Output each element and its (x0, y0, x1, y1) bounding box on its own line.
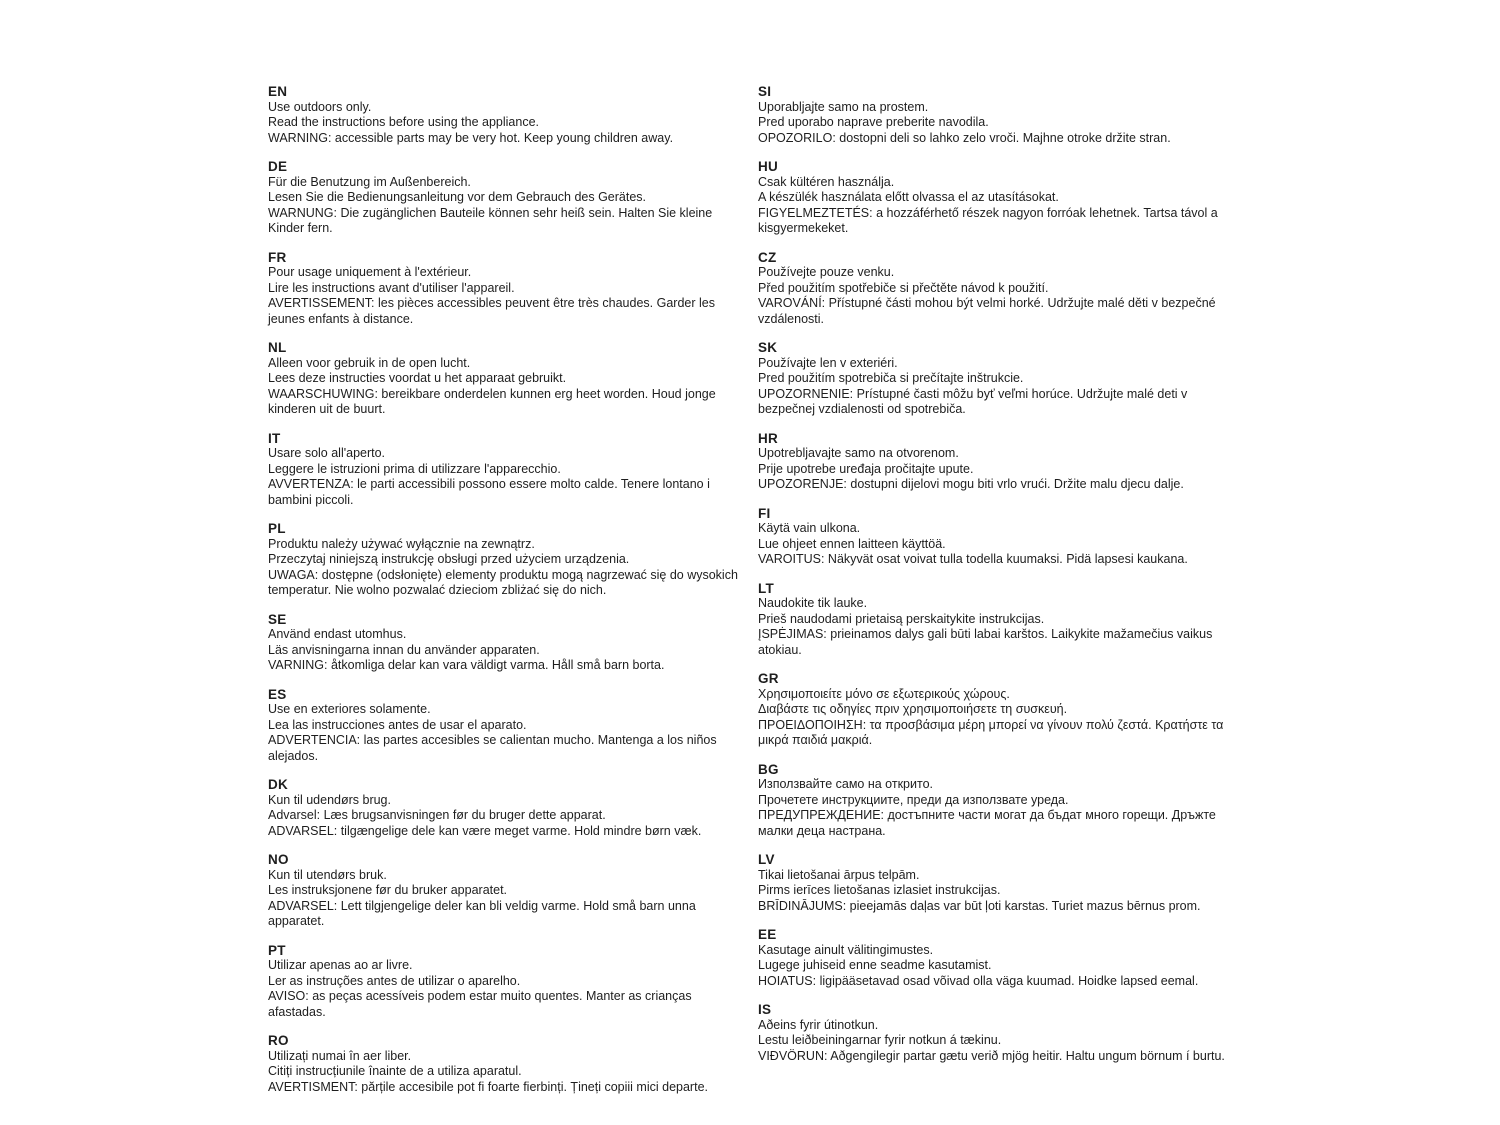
language-section-it (268, 431, 750, 509)
instruction-line: HOIATUS: ligipääsetavad osad võivad olla väga kuumad. Hoidke lapsed eemal. (758, 973, 1199, 988)
language-section-pl (268, 521, 750, 599)
instruction-line: Citiți instrucțiunile înainte de a utiliza aparatul. (268, 1064, 522, 1078)
instruction-line: Lea las instrucciones antes de usar el aparato. (268, 717, 527, 732)
language-code: LT (758, 580, 774, 596)
instruction-line: OPOZORILO: dostopni deli so lahko zelo vroči. Majhne otroke držite stran. (758, 130, 1171, 145)
instruction-line: Utilizar apenas ao ar livre. (268, 958, 413, 972)
language-section-ee (758, 927, 1240, 989)
language-section-de (268, 159, 750, 237)
language-section-sk (758, 340, 1240, 418)
instruction-line: FIGYELMEZTETÉS: a hozzáférhető részek nagyon forróak lehetnek. Tartsa távol a kisgyermekeket. (758, 205, 1218, 235)
instruction-line: Kun til udendørs brug. (268, 792, 391, 807)
language-code: EE (758, 927, 777, 942)
instruction-line: A készülék használata előtt olvassa el az utasításokat. (758, 190, 1059, 204)
instruction-line: Upotrebljavajte samo na otvorenom. (758, 446, 959, 460)
language-section-se (268, 612, 750, 674)
language-section-pt (268, 943, 750, 1021)
language-section-en (268, 84, 750, 146)
instruction-line: ΠΡΟΕΙΔΟΠΟΙΗΣΗ: τα προσβάσιμα μέρη μπορεί να γίνουν πολύ ζεστά. Κρατήστε τα μικρά παιδιά μακριά. (758, 717, 1224, 747)
instruction-line: Lire les instructions avant d'utiliser l'appareil. (268, 280, 515, 295)
language-code: HR (758, 430, 778, 446)
instruction-line: Tikai lietošanai ārpus telpām. (758, 867, 920, 882)
language-code: NO (268, 852, 289, 867)
instruction-line: AVISO: as peças acessíveis podem estar muito quentes. Manter as crianças afastadas. (268, 989, 692, 1019)
instruction-line: Alleen voor gebruik in de open lucht. (268, 355, 471, 370)
instruction-line: ADVERTENCIA: las partes accesibles se calientan mucho. Mantenga a los niños alejados. (268, 733, 717, 763)
instruction-line: Lesen Sie die Bedienungsanleitung vor dem Gebrauch des Gerätes. (268, 190, 647, 204)
instruction-line: Používajte len v exteriéri. (758, 355, 898, 370)
instruction-line: Uporabljajte samo na prostem. (758, 99, 929, 114)
instruction-line: Käytä vain ulkona. (758, 521, 861, 535)
language-code: FI (758, 505, 771, 521)
instruction-line: Χρησιμοποιείτε μόνο σε εξωτερικούς χώρους. (758, 686, 1010, 701)
instruction-line: Usare solo all'aperto. (268, 446, 386, 460)
instruction-line: Prieš naudodami prietaisą perskaitykite instrukcijas. (758, 611, 1045, 626)
language-code: BG (758, 761, 779, 777)
instruction-line: BRĪDINĀJUMS: pieejamās daļas var būt ļoti karstas. Turiet mazus bērnus prom. (758, 898, 1201, 913)
language-section-nl (268, 340, 750, 418)
language-code: PT (268, 942, 286, 958)
language-code: EN (268, 84, 288, 99)
instruction-line: WARNING: accessible parts may be very hot. Keep young children away. (268, 130, 674, 145)
instruction-line: Kasutage ainult välitingimustes. (758, 942, 934, 957)
instruction-line: Für die Benutzung im Außenbereich. (268, 174, 471, 189)
column-left (268, 84, 750, 1108)
instruction-line: Les instruksjonene før du bruker apparatet. (268, 883, 508, 897)
instruction-line: Use outdoors only. (268, 99, 372, 114)
instruction-line: Leggere le istruzioni prima di utilizzare l'apparecchio. (268, 461, 561, 476)
instruction-line: Ler as instruções antes de utilizar o aparelho. (268, 973, 521, 988)
instruction-line: Pour usage uniquement à l'extérieur. (268, 265, 472, 279)
instruction-line: Διαβάστε τις οδηγίες πριν χρησιμοποιήσετε τη συσκευή. (758, 702, 1068, 716)
language-code: DE (268, 159, 288, 174)
instruction-line: Прочетете инструкциите, преди да използвате уреда. (758, 792, 1069, 807)
language-code: SK (758, 340, 778, 355)
instruction-line: VAROITUS: Näkyvät osat voivat tulla todella kuumaksi. Pidä lapsesi kaukana. (758, 552, 1188, 566)
instruction-line: ADVARSEL: tilgængelige dele kan være meget varme. Hold mindre børn væk. (268, 823, 702, 838)
language-section-hu (758, 159, 1240, 237)
language-code: IS (758, 1002, 772, 1017)
instruction-line: WAARSCHUWING: bereikbare onderdelen kunnen erg heet worden. Houd jonge kinderen uit de buurt. (268, 386, 716, 416)
language-section-fi (758, 506, 1240, 568)
instruction-line: AVERTISMENT: părțile accesibile pot fi foarte fierbinți. Țineți copiii mici departe. (268, 1079, 708, 1094)
instruction-line: Utilizați numai în aer liber. (268, 1048, 412, 1063)
instruction-line: Advarsel: Læs brugsanvisningen før du bruger dette apparat. (268, 808, 606, 822)
language-code: GR (758, 671, 779, 686)
language-code: LV (758, 852, 775, 867)
instruction-line: Pred použitím spotrebiča si prečítajte inštrukcie. (758, 371, 1024, 385)
instruction-line: Lugege juhiseid enne seadme kasutamist. (758, 958, 992, 972)
instruction-line: Lees deze instructies voordat u het apparaat gebruikt. (268, 371, 567, 385)
language-section-dk (268, 777, 750, 839)
language-section-bg (758, 762, 1240, 840)
language-section-cz (758, 250, 1240, 328)
instruction-line: AVERTISSEMENT: les pièces accessibles peuvent être très chaudes. Garder les jeunes enfants à distance. (268, 296, 715, 326)
language-code: ES (268, 686, 287, 702)
instruction-line: Naudokite tik lauke. (758, 596, 868, 610)
instruction-line: Kun til utendørs bruk. (268, 867, 387, 882)
instruction-line: UPOZORNENIE: Prístupné časti môžu byť veľmi horúce. Udržujte malé deti v bezpečnej vzdialenosti od spotrebiča. (758, 386, 1188, 416)
instruction-line: UPOZORENJE: dostupni dijelovi mogu biti vrlo vrući. Držite malu djecu dalje. (758, 477, 1184, 491)
language-section-fr (268, 250, 750, 328)
instruction-line: Prije upotrebe uređaja pročitajte upute. (758, 461, 974, 476)
instruction-line: ADVARSEL: Lett tilgjengelige deler kan bli veldig varme. Hold små barn unna apparatet. (268, 898, 696, 928)
instruction-line: Csak kültéren használja. (758, 174, 895, 189)
instruction-line: Produktu należy używać wyłącznie na zewnątrz. (268, 536, 535, 551)
language-code: DK (268, 777, 288, 792)
instruction-line: Use en exteriores solamente. (268, 702, 431, 716)
instruction-line: VIÐVÖRUN: Aðgengilegir partar gætu verið mjög heitir. Haltu ungum börnum í burtu. (758, 1048, 1225, 1063)
language-code: SE (268, 611, 287, 627)
language-section-ro (268, 1033, 750, 1095)
instruction-line: VAROVÁNÍ: Přístupné části mohou být velmi horké. Udržujte malé děti v bezpečné vzdálenosti. (758, 296, 1216, 326)
instruction-line: Read the instructions before using the appliance. (268, 115, 540, 129)
language-code: SI (758, 84, 772, 99)
language-section-is (758, 1002, 1240, 1064)
instruction-line: AVVERTENZA: le parti accessibili possono essere molto calde. Tenere lontano i bambini piccoli. (268, 477, 710, 507)
instruction-line: VARNING: åtkomliga delar kan vara väldigt varma. Håll små barn borta. (268, 658, 665, 672)
instruction-line: Използвайте само на открито. (758, 777, 933, 791)
instruction-line: Před použitím spotřebiče si přečtěte návod k použití. (758, 280, 1049, 295)
language-code: RO (268, 1033, 289, 1048)
instruction-line: Lestu leiðbeiningarnar fyrir notkun á tækinu. (758, 1033, 1002, 1047)
instruction-line: UWAGA: dostępne (odsłonięte) elementy produktu mogą nagrzewać się do wysokich temperatur. Nie wolno pozwalać dzieciom zbliżać się do nich. (268, 567, 738, 597)
language-section-gr (758, 671, 1240, 749)
language-code: PL (268, 521, 286, 536)
instruction-line: ПРЕДУПРЕЖДЕНИЕ: достъпните части могат да бъдат много горещи. Дръжте малки деца настрана. (758, 808, 1216, 838)
instruction-line: ĮSPĖJIMAS: prieinamos dalys gali būti labai karštos. Laikykite mažamečius vaikus atokiau. (758, 627, 1213, 657)
language-code: NL (268, 340, 287, 355)
instruction-line: Pred uporabo naprave preberite navodila. (758, 115, 989, 129)
instruction-line: Läs anvisningarna innan du använder apparaten. (268, 642, 540, 657)
instruction-line: Používejte pouze venku. (758, 265, 895, 279)
language-code: HU (758, 159, 778, 174)
language-section-lv (758, 852, 1240, 914)
column-right (758, 84, 1240, 1077)
language-section-si (758, 84, 1240, 146)
language-code: CZ (758, 249, 777, 265)
instruction-line: Przeczytaj niniejszą instrukcję obsługi przed użyciem urządzenia. (268, 552, 630, 566)
instruction-line: WARNUNG: Die zugänglichen Bauteile können sehr heiß sein. Halten Sie kleine Kinder fern. (268, 205, 713, 235)
language-section-no (268, 852, 750, 930)
language-section-lt (758, 581, 1240, 659)
language-code: FR (268, 249, 287, 265)
instruction-line: Aðeins fyrir útinotkun. (758, 1017, 879, 1032)
instruction-line: Pirms ierīces lietošanas izlasiet instrukcijas. (758, 883, 1001, 897)
language-code: IT (268, 430, 281, 446)
instruction-line: Använd endast utomhus. (268, 627, 407, 641)
instruction-line: Lue ohjeet ennen laitteen käyttöä. (758, 536, 946, 551)
language-section-es (268, 687, 750, 765)
language-section-hr (758, 431, 1240, 493)
